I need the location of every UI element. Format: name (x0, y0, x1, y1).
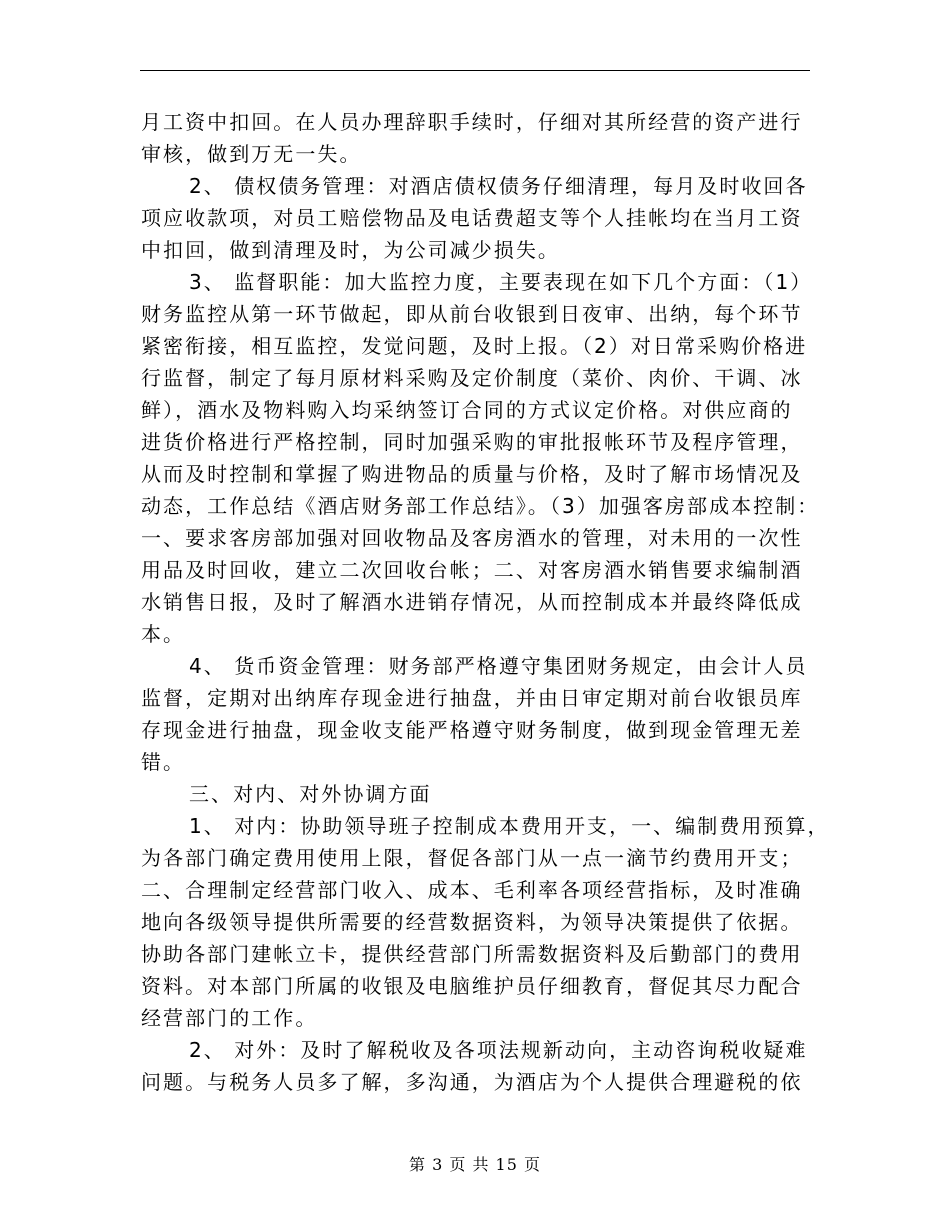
text-line: 经营部门的工作。 (141, 1006, 318, 1030)
text-line: 问题。与税务人员多了解，多沟通，为酒店为个人提供合理避税的依 (141, 1070, 803, 1094)
text-line: 从而及时控制和掌握了购进物品的质量与价格，及时了解市场情况及 (141, 462, 803, 486)
text-line: 行监督，制定了每月原材料采购及定价制度（菜价、肉价、干调、冰 (141, 366, 803, 390)
text-line: 4、 货币资金管理：财务部严格遵守集团财务规定，由会计人员 (189, 654, 808, 678)
text-line: 财务监控从第一环节做起，即从前台收银到日夜审、出纳，每个环节 (141, 302, 803, 326)
text-line: 中扣回，做到清理及时，为公司减少损失。 (141, 238, 560, 262)
text-line: 资料。对本部门所属的收银及电脑维护员仔细教育，督促其尽力配合 (141, 974, 803, 998)
text-line: 进货价格进行严格控制，同时加强采购的审批报帐环节及程序管理， (141, 430, 803, 454)
text-line: 协助各部门建帐立卡，提供经营部门所需数据资料及后勤部门的费用 (141, 942, 803, 966)
text-line: 紧密衔接，相互监控，发觉问题，及时上报。（2）对日常采购价格进 (141, 334, 808, 358)
text-line: 为各部门确定费用使用上限，督促各部门从一点一滴节约费用开支； (141, 846, 803, 870)
text-line: 动态，工作总结《酒店财务部工作总结》。（3）加强客房部成本控制： (141, 494, 820, 518)
text-line: 二、合理制定经营部门收入、成本、毛利率各项经营指标，及时准确 (141, 878, 803, 902)
text-line: 水销售日报，及时了解酒水进销存情况，从而控制成本并最终降低成 (141, 590, 803, 614)
text-line: 审核，做到万无一失。 (141, 142, 362, 166)
text-line: 月工资中扣回。在人员办理辞职手续时，仔细对其所经营的资产进行 (141, 110, 803, 134)
text-line: 项应收款项，对员工赔偿物品及电话费超支等个人挂帐均在当月工资 (141, 206, 803, 230)
text-line: 2、 债权债务管理：对酒店债权债务仔细清理，每月及时收回各 (189, 174, 808, 198)
page-number-footer: 第 3 页 共 15 页 (409, 1155, 541, 1174)
text-line: 本。 (141, 622, 186, 646)
text-line: 2、 对外：及时了解税收及各项法规新动向，主动咨询税收疑难 (189, 1038, 808, 1062)
text-line: 1、 对内：协助领导班子控制成本费用开支，一、编制费用预算， (189, 814, 830, 838)
text-line: 3、 监督职能：加大监控力度，主要表现在如下几个方面：（1） (189, 270, 813, 294)
header-rule (140, 70, 810, 71)
text-line: 鲜），酒水及物料购入均采纳签订合同的方式议定价格。对供应商的 (141, 398, 793, 422)
document-body (141, 106, 830, 1098)
text-line: 三、对内、对外协调方面 (189, 782, 432, 806)
text-line: 错。 (141, 750, 186, 774)
text-line: 一、要求客房部加强对回收物品及客房酒水的管理，对未用的一次性 (141, 526, 803, 550)
text-line: 地向各级领导提供所需要的经营数据资料，为领导决策提供了依据。 (141, 910, 803, 934)
text-line: 存现金进行抽盘，现金收支能严格遵守财务制度，做到现金管理无差 (141, 718, 803, 742)
text-line: 用品及时回收，建立二次回收台帐；二、对客房酒水销售要求编制酒 (141, 558, 803, 582)
text-line: 监督，定期对出纳库存现金进行抽盘，并由日审定期对前台收银员库 (141, 686, 803, 710)
